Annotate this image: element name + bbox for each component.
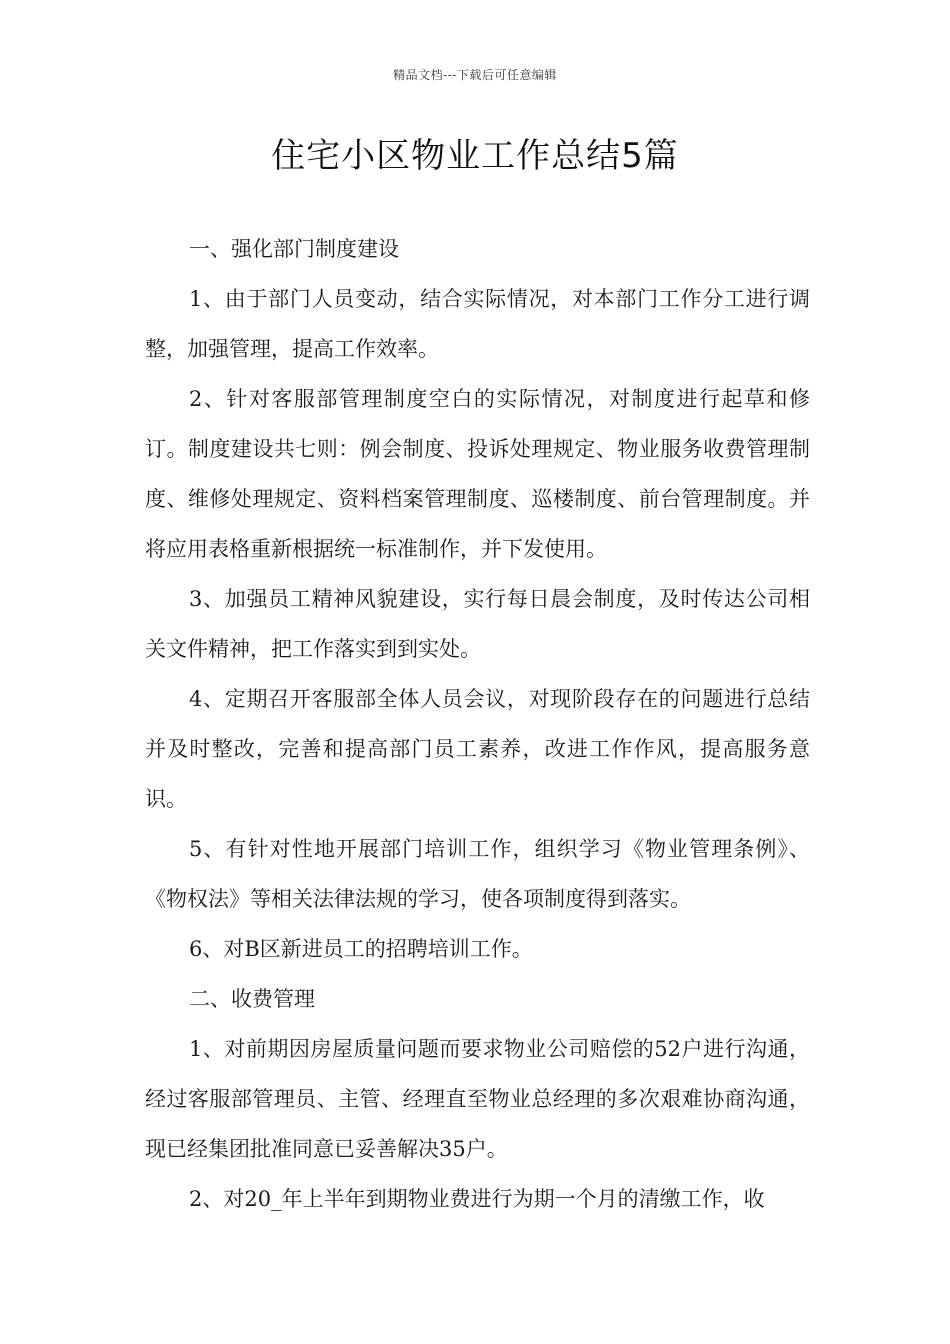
paragraph: 1、对前期因房屋质量问题而要求物业公司赔偿的52户进行沟通，经过客服部管理员、主管、经理直至物业总经理的多次艰难协商沟通，现已经集团批准同意已妥善解决35户。 (145, 1037, 810, 1161)
header-note: 精品文档---下载后可任意编辑 (393, 68, 557, 82)
section-heading-2: 二、收费管理 (189, 987, 315, 1011)
document-body (145, 224, 810, 1224)
paragraph: 1、由于部门人员变动，结合实际情况，对本部门工作分工进行调整，加强管理，提高工作效率。 (145, 287, 810, 361)
paragraph: 6、对B区新进员工的招聘培训工作。 (189, 937, 533, 961)
paragraph: 4、定期召开客服部全体人员会议，对现阶段存在的问题进行总结并及时整改，完善和提高部门员工素养，改进工作作风，提高服务意识。 (145, 687, 810, 811)
document-title: 住宅小区物业工作总结5篇 (271, 136, 679, 176)
paragraph: 2、针对客服部管理制度空白的实际情况，对制度进行起草和修订。制度建设共七则：例会制度、投诉处理规定、物业服务收费管理制度、维修处理规定、资料档案管理制度、巡楼制度、前台管理制度。并将应用表格重新根据统一标准制作，并下发使用。 (145, 387, 810, 561)
paragraph: 5、有针对性地开展部门培训工作，组织学习《物业管理条例》、《物权法》等相关法律法规的学习，使各项制度得到落实。 (145, 837, 810, 911)
paragraph: 3、加强员工精神风貌建设，实行每日晨会制度，及时传达公司相关文件精神，把工作落实到到实处。 (145, 587, 810, 661)
paragraph: 2、对20_年上半年到期物业费进行为期一个月的清缴工作，收 (189, 1187, 765, 1211)
section-heading-1: 一、强化部门制度建设 (189, 237, 399, 261)
